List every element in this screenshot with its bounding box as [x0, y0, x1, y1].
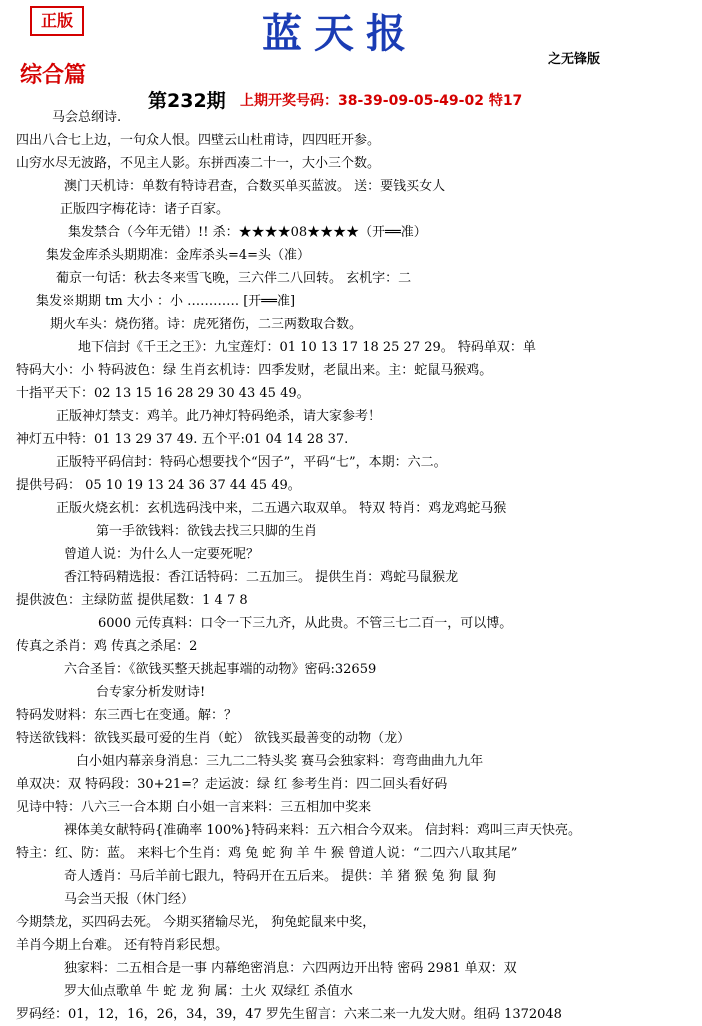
text-line: 单双决：双 特码段：30+21=？走运波：绿 红 参考生肖：四二回头看好码	[16, 777, 448, 792]
text-line: 提供号码： 05 10 19 13 24 36 37 44 45 49。	[16, 478, 301, 493]
text-line: 羊肖今期上台难。 还有特肖彩民想。	[16, 938, 229, 953]
article-body	[16, 106, 688, 1026]
text-line: 六合圣旨：《欲钱买整天挑起事端的动物》密码:32659	[64, 662, 377, 677]
text-line: 特码发财料：东三西七在变通。解：？	[16, 708, 238, 723]
text-line: 集发金库杀头期期准：金库杀头=4=头（准）	[46, 248, 311, 263]
text-line: 独家料：二五相合是一事 内幕绝密消息：六四两边开出特 密码 2981 单双：双	[64, 961, 517, 976]
text-line: 提供波色：主绿防蓝 提供尾数：1 4 7 8	[16, 593, 248, 608]
text-line: 神灯五中特：01 13 29 37 49. 五个平:01 04 14 28 37.	[16, 432, 349, 447]
text-line: 正版特平码信封：特码心想要找个“因子”，平码“七”，本期：六二。	[56, 455, 447, 470]
text-line: 奇人透肖：马后羊前七跟九，特码开在五后来。 提供：羊 猪 猴 兔 狗 鼠 狗	[64, 869, 496, 884]
text-line: 集发禁合（今年无错）!! 杀：★★★★08★★★★（开══准）	[68, 225, 427, 240]
text-line: 正版神灯禁支：鸡羊。此乃神灯特码绝杀，请大家参考！	[56, 409, 382, 424]
text-line: 葡京一句话：秋去冬来雪飞晚，三六伴二八回转。 玄机字：二	[56, 271, 412, 286]
text-line: 马会总纲诗.	[52, 110, 122, 125]
text-line: 集发※期期 tm 大小 ：小 ………… [开══准]	[36, 294, 296, 309]
text-line: 台专家分析发财诗!	[96, 685, 206, 700]
genuine-badge: 正版	[30, 6, 84, 36]
text-line: 特送欲钱料：欲钱买最可爱的生肖（蛇） 欲钱买最善变的动物（龙）	[16, 731, 411, 746]
edition-label: 之无锋版	[548, 52, 601, 67]
text-line: 见诗中特：八六三一合本期 白小姐一言来料：三五相加中奖来	[16, 800, 372, 815]
text-line: 今期禁龙，买四码去死。 今期买猪输尽光， 狗兔蛇鼠来中奖，	[16, 915, 376, 930]
text-line: 裸体美女献特码{准确率 100%}特码来料：五六相合今双来。 信封料：鸡叫三声天快亮。	[64, 823, 581, 838]
text-line: 6000 元传真料：口令一下三九齐，从此贵。不管三七二百一，可以博。	[98, 616, 513, 631]
text-line: 罗码经：01，12，16，26，34，39，47 罗先生留言：六来二来一九发大财。组码 1372048	[16, 1007, 562, 1022]
text-line: 特码大小：小 特码波色：绿 生肖玄机诗：四季发财，老鼠出来。主：蛇鼠马猴鸡。	[16, 363, 493, 378]
text-line: 地下信封《千王之王》：九宝莲灯：01 10 13 17 18 25 27 29。 特码单双：单	[78, 340, 536, 355]
text-line: 正版火烧玄机：玄机选码浅中来，二五遇六取双单。 特双 特肖：鸡龙鸡蛇马猴	[56, 501, 507, 516]
text-line: 特主：红、防：蓝。 来料七个生肖：鸡 兔 蛇 狗 羊 牛 猴 曾道人说：“二四六八取其尾”	[16, 846, 518, 861]
issue-number: 第232期	[148, 90, 226, 112]
text-line: 白小姐内幕亲身消息：三九二二特头奖 赛马会独家料：弯弯曲曲九九年	[76, 754, 484, 769]
newspaper-title: 蓝天报	[262, 10, 418, 57]
text-line: 山穷水尽无波路，不见主人影。东拼西凑二十一，大小三个数。	[16, 156, 381, 171]
previous-draw-result: 上期开奖号码：38-39-09-05-49-02 特17	[240, 93, 523, 109]
text-line: 第一手欲钱料：欲钱去找三只脚的生肖	[96, 524, 318, 539]
text-line: 传真之杀肖：鸡 传真之杀尾：2	[16, 639, 198, 654]
text-line: 澳门天机诗：单数有特诗君查，合数买单买蓝波。 送：要钱买女人	[64, 179, 446, 194]
section-title: 综合篇	[20, 62, 87, 88]
text-line: 罗大仙点歌单 牛 蛇 龙 狗 属：土火 双绿红 杀值水	[64, 984, 353, 999]
text-line: 马会当天报（休门经）	[64, 892, 195, 907]
text-line: 香江特码精选报：香江话特码：二五加三。 提供生肖：鸡蛇马鼠猴龙	[64, 570, 459, 585]
text-line: 四出八合七上边，一句众人恨。四壁云山杜甫诗，四四旺开参。	[16, 133, 381, 148]
text-line: 正版四字梅花诗：诸子百家。	[60, 202, 230, 217]
text-line: 十指平天下：02 13 15 16 28 29 30 43 45 49。	[16, 386, 310, 401]
text-line: 期火车头：烧伤猪。诗：虎死猪伤，二三两数取合数。	[50, 317, 363, 332]
text-line: 曾道人说：为什么人一定要死呢？	[64, 547, 260, 562]
